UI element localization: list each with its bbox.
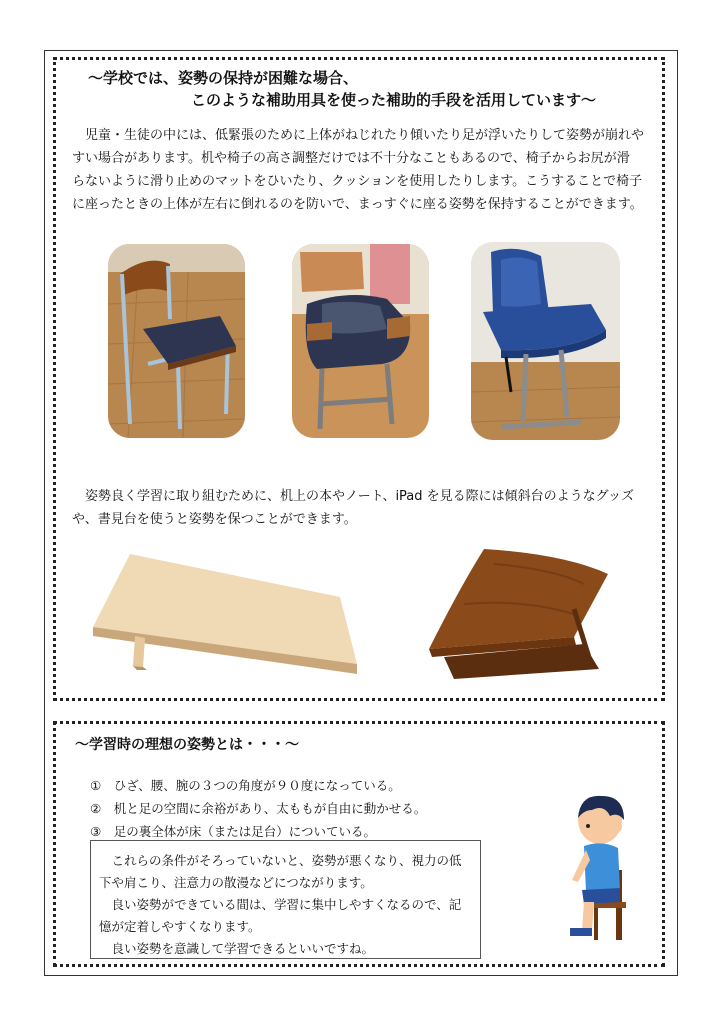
- note-line-5: 良い姿勢を意識して学習できるといいですね。: [99, 941, 375, 956]
- posture-note-box: [90, 840, 481, 959]
- section1-title-line1: ～学校では、姿勢の保持が困難な場合、: [88, 69, 359, 87]
- photo-slant-board: [85, 552, 360, 676]
- posture-item-2: ② 机と足の空間に余裕があり、太ももが自由に動かせる。: [90, 801, 427, 816]
- photo-blue-posture-chair: [471, 242, 620, 440]
- section1-paragraph-line1: 児童・生徒の中には、低緊張のために上体がねじれたり傾いたり足が浮いたりして姿勢が崩れや: [72, 128, 645, 143]
- posture-item-1: ① ひざ、腰、腕の３つの角度が９０度になっている。: [90, 778, 401, 793]
- section1-paragraph2-line1: 姿勢良く学習に取り組むために、机上の本やノート、iPad を見る際には傾斜台のようなグッズ: [72, 489, 635, 504]
- photo-chair-with-cushion: [292, 244, 429, 438]
- photo-book-stand: [424, 549, 608, 682]
- photo-chair-with-mat: [108, 244, 245, 438]
- posture-item-3: ③ 足の裏全体が床（または足台）についている。: [90, 824, 376, 839]
- note-line-4: 憶が定着しやすくなります。: [99, 919, 261, 934]
- section1-paragraph-line2: すい場合があります。机や椅子の高さ調整だけでは不十分なこともあるので、椅子からお尻が滑: [72, 151, 630, 166]
- note-line-3: 良い姿勢ができている間は、学習に集中しやすくなるので、記: [99, 897, 462, 912]
- section1-paragraph-line3: らないように滑り止めのマットをひいたり、クッションを使用したりします。こうすることで椅子: [72, 174, 643, 189]
- section2-title: ～学習時の理想の姿勢とは・・・～: [75, 737, 299, 753]
- section1-title-line2: このような補助用具を使った補助的手段を活用しています～: [191, 91, 597, 109]
- boy-sitting-illustration: [562, 790, 634, 944]
- note-line-1: これらの条件がそろっていないと、姿勢が悪くなり、視力の低: [99, 853, 462, 868]
- note-line-2: 下や肩こり、注意力の散漫などにつながります。: [99, 875, 373, 890]
- section1-paragraph-line4: に座ったときの上体が左右に倒れるのを防いで、まっすぐに座る姿勢を保持することができます。: [72, 197, 643, 212]
- section1-paragraph2-line2: や、書見台を使うと姿勢を保つことができます。: [72, 512, 357, 527]
